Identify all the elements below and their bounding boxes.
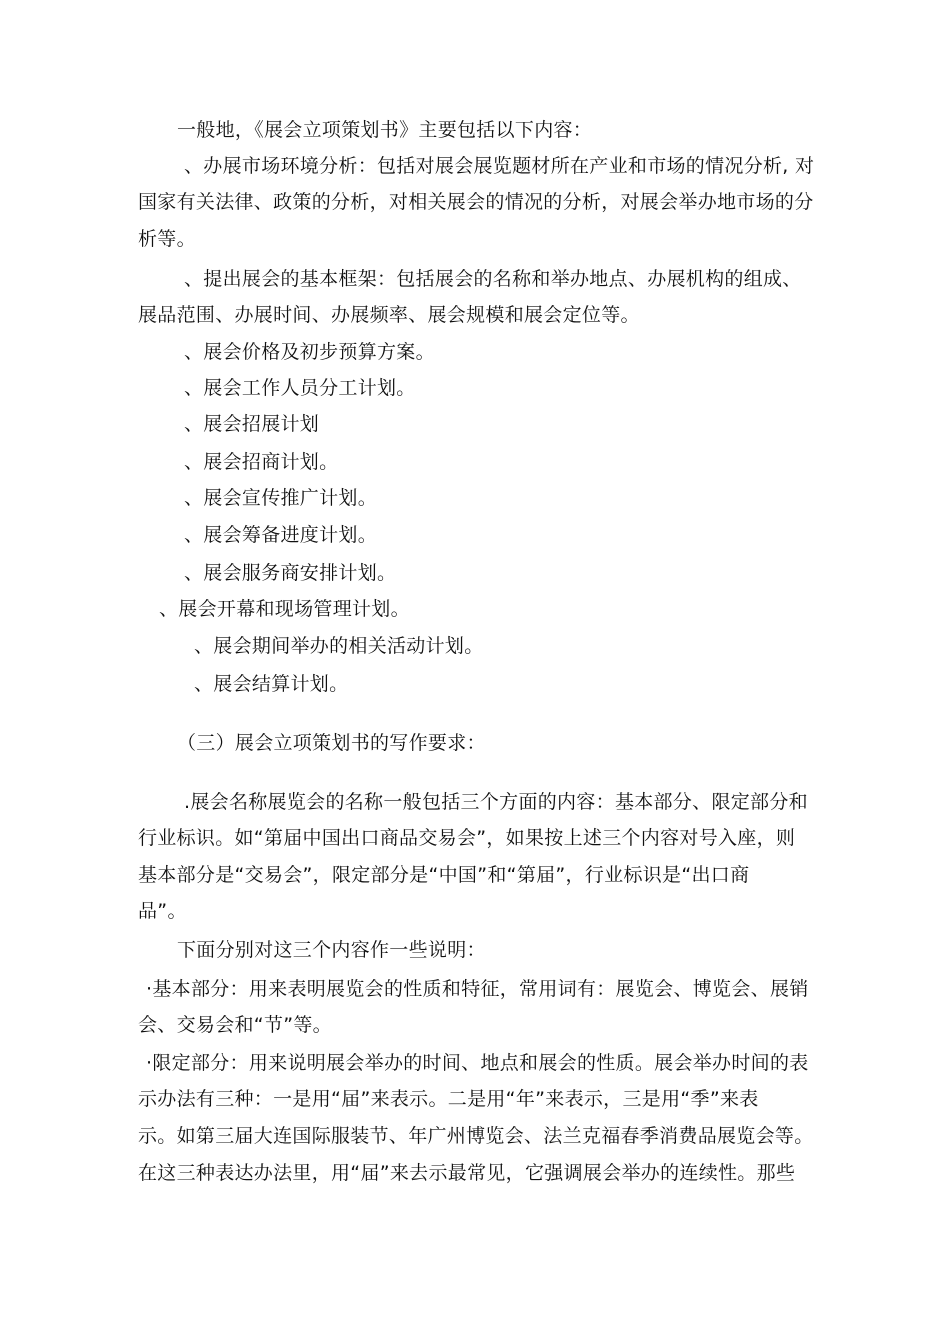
limit-part-line3: 示。如第三届大连国际服装节、年广州博览会、法兰克福春季消费品展览会等。	[138, 1125, 814, 1147]
item11-line: 、展会期间举办的相关活动计划。	[194, 635, 484, 657]
limit-part-line2: 示办法有三种：一是用“届”来表示。二是用“年”来表示，三是用“季”来表	[138, 1088, 759, 1110]
name-para-line1: .展会名称展览会的名称一般包括三个方面的内容：基本部分、限定部分和	[184, 791, 808, 813]
item2-line1: 、提出展会的基本框架：包括展会的名称和举办地点、办展机构的组成、	[184, 268, 802, 290]
basic-part-line2: 会、交易会和“节”等。	[138, 1014, 332, 1036]
item7-line: 、展会宣传推广计划。	[184, 487, 378, 509]
item12-line: 、展会结算计划。	[194, 673, 349, 695]
item10-line: 、展会开幕和现场管理计划。	[159, 598, 410, 620]
item3-line: 、展会价格及初步预算方案。	[184, 341, 435, 363]
basic-part-line1: ·基本部分：用来表明展览会的性质和特征，常用词有：展览会、博览会、展销	[146, 978, 809, 1000]
explain-line: 下面分别对这三个内容作一些说明：	[177, 939, 486, 961]
item1-line1: 、办展市场环境分析：包括对展会展览题材所在产业和市场的情况分析, 对	[184, 155, 815, 177]
item4-line: 、展会工作人员分工计划。	[184, 377, 416, 399]
name-para-line2: 行业标识。如“第届中国出口商品交易会”，如果按上述三个内容对号入座，则	[138, 827, 796, 849]
section3-heading: （三）展会立项策划书的写作要求：	[177, 732, 486, 754]
item6-line: 、展会招商计划。	[184, 451, 339, 473]
item8-line: 、展会筹备进度计划。	[184, 524, 378, 546]
name-para-line4: 品”。	[138, 900, 187, 922]
item2-line2: 展品范围、办展时间、办展频率、展会规模和展会定位等。	[138, 304, 640, 326]
intro-line: 一般地，《展会立项策划书》主要包括以下内容：	[177, 119, 593, 141]
item1-line2: 国家有关法律、政策的分析，对相关展会的情况的分析，对展会举办地市场的分	[138, 191, 814, 213]
item5-line: 、展会招展计划	[184, 413, 320, 435]
name-para-line3: 基本部分是“交易会”，限定部分是“中国”和“第届”，行业标识是“出口商	[138, 864, 750, 886]
item9-line: 、展会服务商安排计划。	[184, 562, 397, 584]
limit-part-line4: 在这三种表达办法里，用“届”来去示最常见，它强调展会举办的连续性。那些	[138, 1162, 796, 1184]
item1-line3: 析等。	[138, 228, 196, 250]
limit-part-line1: ·限定部分：用来说明展会举办的时间、地点和展会的性质。展会举办时间的表	[146, 1052, 809, 1074]
